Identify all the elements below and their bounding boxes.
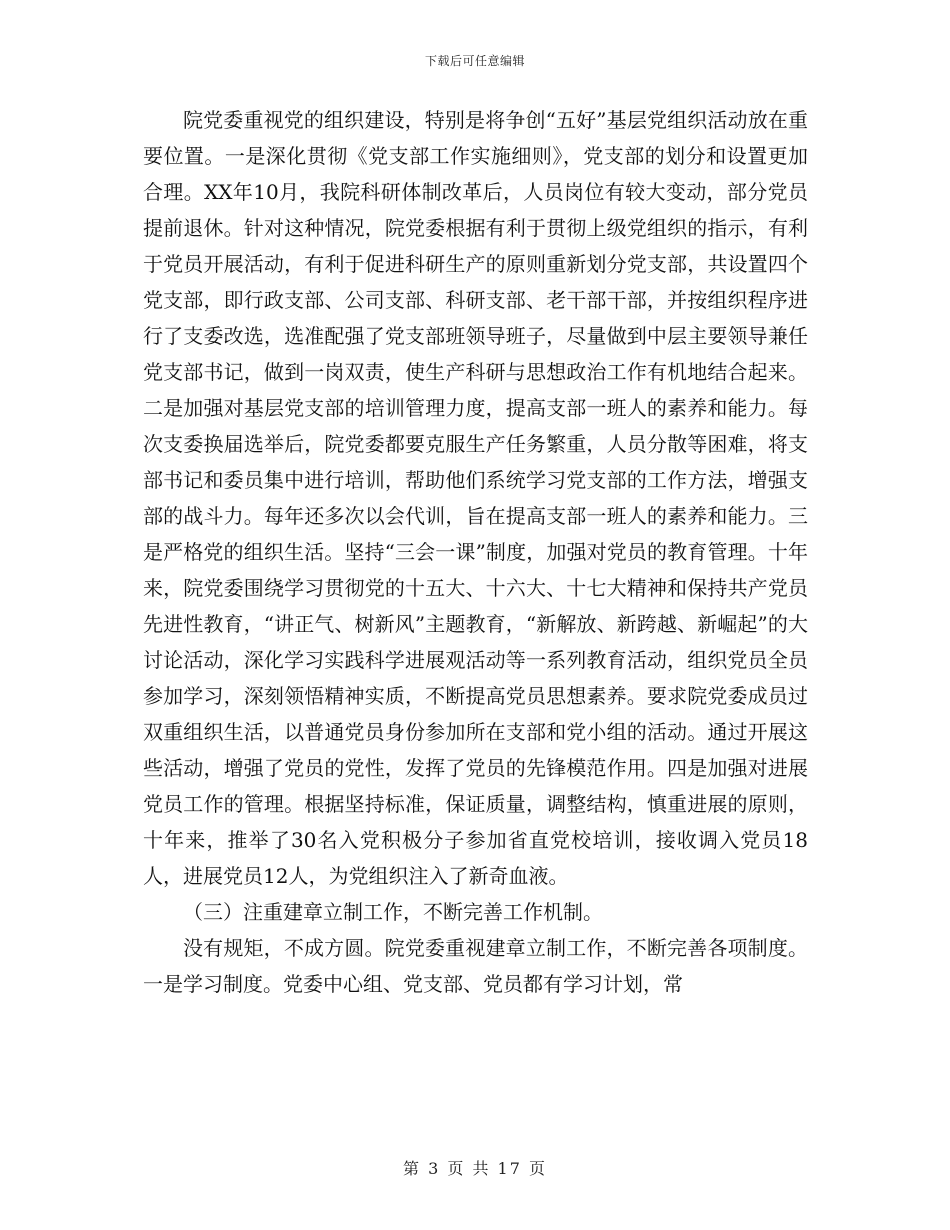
paragraph-regulations: 没有规矩，不成方圆。院党委重视建章立制工作，不断完善各项制度。一是学习制度。党委中心组、党支部、党员都有学习计划，常 [143, 936, 808, 996]
document-body [143, 102, 808, 1002]
header-note: 下载后可任意编辑 [424, 54, 525, 68]
page-number: 第 3 页 共 17 页 [403, 1159, 547, 1178]
section-heading-regulations: （三）注重建章立制工作，不断完善工作机制。 [183, 900, 603, 924]
paragraph-party-organization: 院党委重视党的组织建设，特别是将争创“五好”基层党组织活动放在重要位置。一是深化贯彻《党支部工作实施细则》，党支部的划分和设置更加合理。XX年10月，我院科研体制改革后，人员岗位有较大变动，部分党员提前退休。针对这种情况，院党委根据有利于贯彻上级党组织的指示，有利于党员开展活动，有利于促进科研生产的原则重新划分党支部，共设置四个党支部，即行政支部、公司支部、科研支部、老干部干部，并按组织程序进行了支委改选，选准配强了党支部班领导班子，尽量做到中层主要领导兼任党支部书记，做到一岗双责，使生产科研与思想政治工作有机地结合起来。二是加强对基层党支部的培训管理力度，提高支部一班人的素养和能力。每次支委换届选举后，院党委都要克服生产任务繁重，人员分散等困难，将支部书记和委员集中进行培训，帮助他们系统学习党支部的工作方法，增强支部的战斗力。每年还多次以会代训，旨在提高支部一班人的素养和能力。三是严格党的组织生活。坚持“三会一课”制度，加强对党员的教育管理。十年来，院党委围绕学习贯彻党的十五大、十六大、十七大精神和保持共产党员先进性教育，“讲正气、树新风”主题教育，“新解放、新跨越、新崛起”的大讨论活动，深化学习实践科学进展观活动等一系列教育活动，组织党员全员参加学习，深刻领悟精神实质，不断提高党员思想素养。要求院党委成员过双重组织生活，以普通党员身份参加所在支部和党小组的活动。通过开展这些活动，增强了党员的党性，发挥了党员的先锋模范作用。四是加强对进展党员工作的管理。根据坚持标准，保证质量，调整结构，慎重进展的原则，十年来，推举了30名入党积极分子参加省直党校培训，接收调入党员18人，进展党员12人，为党组织注入了新奇血液。 [143, 108, 808, 888]
